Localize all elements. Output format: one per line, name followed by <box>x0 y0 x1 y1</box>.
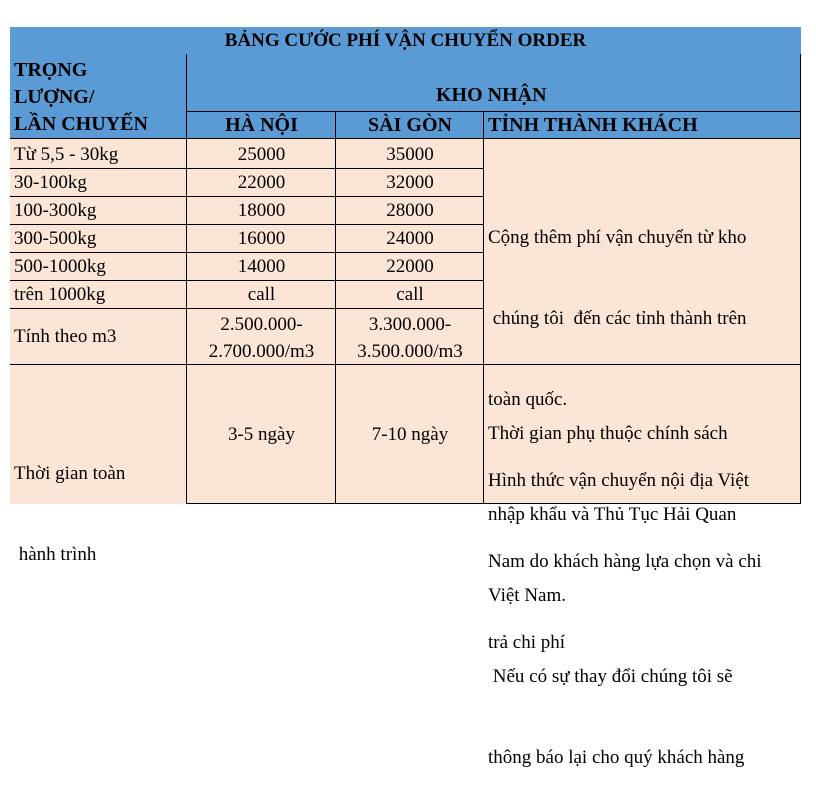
row-label: 500-1000kg <box>14 256 106 277</box>
note-line: Việt Nam. <box>488 585 567 606</box>
price-line: 3.500.000/m3 <box>357 341 463 362</box>
grid-line <box>186 54 187 504</box>
note-line: trả chi phí <box>488 632 566 653</box>
table-title: BẢNG CƯỚC PHÍ VẬN CHUYỂN ORDER <box>10 27 801 54</box>
kho-nhan-header <box>187 54 801 112</box>
row-price-saigon: 32000 <box>386 172 434 193</box>
row-price-hanoi: 16000 <box>237 228 286 249</box>
row-price-saigon: 24000 <box>386 228 434 249</box>
row-price-hanoi: 18000 <box>237 200 286 221</box>
note-line: Nam do khách hàng lựa chọn và chi <box>488 551 762 572</box>
note-line: Thời gian phụ thuộc chính sách <box>488 423 728 444</box>
weight-header-cell <box>10 54 187 138</box>
label-line: Thời gian toàn <box>14 463 126 484</box>
row-price-hanoi: 14000 <box>237 256 286 277</box>
row-price-saigon: call <box>396 284 424 305</box>
row-price-hanoi: call <box>247 284 276 305</box>
m3-price-hanoi <box>187 311 336 365</box>
grid-line <box>10 252 484 253</box>
label-line: hành trình <box>14 544 97 565</box>
weight-header-line: TRỌNG <box>14 59 88 81</box>
grid-line <box>10 196 484 197</box>
grid-line <box>10 308 484 309</box>
row-price-hanoi: 25000 <box>237 144 286 165</box>
row-price-saigon: 35000 <box>386 144 434 165</box>
m3-price-saigon <box>336 311 484 365</box>
grid-line <box>187 111 801 112</box>
note-line: toàn quốc. <box>488 389 568 410</box>
kho-nhan-label: KHO NHẬN <box>436 84 547 106</box>
grid-line <box>10 280 484 281</box>
row-label: 100-300kg <box>14 200 97 221</box>
note-line: Cộng thêm phí vận chuyển từ kho <box>488 227 747 248</box>
grid-line <box>10 138 801 139</box>
note-line: Hình thức vận chuyển nội địa Việt <box>488 470 750 491</box>
time-hanoi: 3-5 ngày <box>227 423 295 445</box>
row-label: 30-100kg <box>14 172 87 193</box>
note-line: nhập khẩu và Thủ Tục Hải Quan <box>488 504 737 525</box>
row-label: Từ 5,5 - 30kg <box>14 144 119 165</box>
row-price-hanoi: 22000 <box>237 172 286 193</box>
row-label: 300-500kg <box>14 228 97 249</box>
price-line: 2.500.000- <box>220 314 303 335</box>
grid-line <box>186 503 801 504</box>
note-line: Nếu có sự thay đổi chúng tôi sẽ <box>488 666 733 687</box>
weight-header-line: LƯỢNG/ <box>14 86 95 108</box>
note-line: thông báo lại cho quý khách hàng <box>488 747 745 768</box>
col-header-saigon: SÀI GÒN <box>336 112 484 138</box>
price-line: 3.300.000- <box>368 314 452 335</box>
grid-line <box>10 168 484 169</box>
weight-header-line: LẦN CHUYẾN <box>14 113 148 135</box>
time-row-label <box>14 406 186 565</box>
m3-row-label: Tính theo m3 <box>14 326 117 347</box>
row-price-saigon: 22000 <box>386 256 434 277</box>
note-line: chúng tôi đến các tỉnh thành trên <box>488 308 747 329</box>
grid-line <box>10 224 484 225</box>
col-header-hanoi: HÀ NỘI <box>187 112 336 138</box>
row-label: trên 1000kg <box>14 284 106 305</box>
price-line: 2.700.000/m3 <box>208 341 315 362</box>
grid-line <box>800 54 801 504</box>
time-saigon: 7-10 ngày <box>371 423 449 445</box>
grid-line <box>10 364 801 365</box>
row-price-saigon: 28000 <box>386 200 434 221</box>
col-header-province: TỈNH THÀNH KHÁCH <box>484 112 801 138</box>
